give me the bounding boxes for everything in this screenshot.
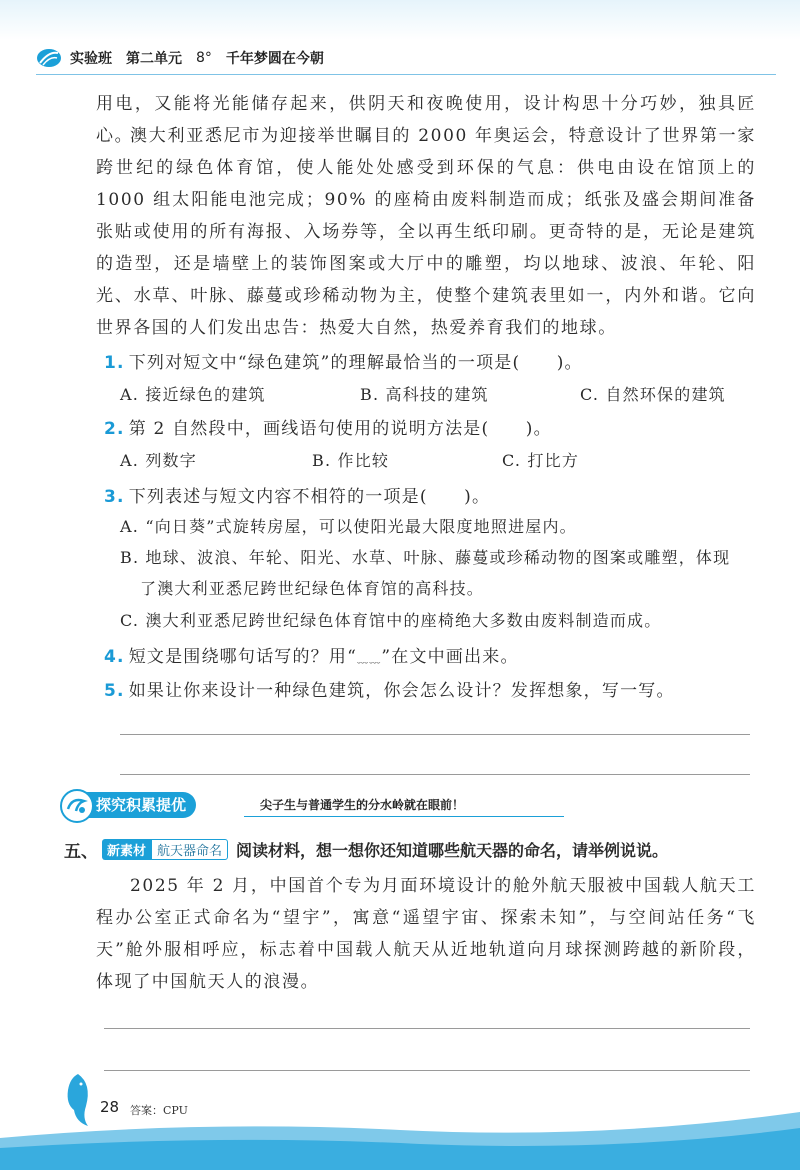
question-3-option-a: A. “向日葵”式旋转房屋，可以使阳光最大限度地照进屋内。 [120,517,577,536]
question-4-text-a: 短文是围绕哪句话写的？用“ [128,647,357,667]
question-2-option-c: C. 打比方 [502,451,580,470]
question-2 [104,414,552,439]
answer-line-2[interactable] [120,774,750,775]
question-5-number: 5. [104,681,125,701]
lesson-number: 8° [196,50,212,66]
question-3-text: 下列表述与短文内容不相符的一项是( )。 [128,487,491,507]
question-2-option-a: A. 列数字 [120,451,197,470]
question-1-text: 下列对短文中“绿色建筑”的理解最恰当的一项是( )。 [128,353,583,373]
question-1 [104,348,583,373]
topic-tag: 航天器命名 [151,839,228,860]
answer-line-3[interactable] [104,1028,750,1029]
leaf-logo-icon [36,47,62,69]
question-3 [104,482,490,507]
answer-line-4[interactable] [104,1070,750,1071]
unit-name: 第二单元 [126,51,182,67]
banner-swirl-icon [60,789,94,823]
question-5 [104,676,675,701]
section-5-number: 五、 [64,841,98,862]
answer-line-1[interactable] [120,734,750,735]
question-1-option-a: A. 接近绿色的建筑 [120,385,266,404]
question-4 [104,642,519,667]
question-1-number: 1. [104,353,125,373]
question-2-number: 2. [104,419,125,439]
series-name: 实验班 [70,51,112,67]
page-number: 28 [100,1098,120,1116]
section-5-heading [64,836,668,862]
section-banner [64,792,504,820]
section-5-material: 2025 年 2 月，中国首个专为月面环境设计的舱外航天服被中国载人航天工程办公室正式命名为“望宇”，寓意“遥望宇宙、探索未知”，与空间站任务“飞天”舱外服相呼应，标志着中国载人航天从近地轨道向月球探测跨越的新阶段，体现了中国航天人的浪漫。 [96,876,756,992]
question-1-option-b: B. 高科技的建筑 [360,385,489,404]
section-5-title: 阅读材料，想一想你还知道哪些航天器的命名，请举例说说。 [236,840,669,860]
question-5-text: 如果让你来设计一种绿色建筑，你会怎么设计？发挥想象，写一写。 [128,681,675,701]
question-1-option-c: C. 自然环保的建筑 [580,385,726,404]
wavy-line-mark: ﹏﹏ [356,652,382,665]
dolphin-icon [58,1070,98,1130]
lesson-title: 千年梦圆在今朝 [225,51,324,67]
question-3-number: 3. [104,487,125,507]
question-3-option-b: B. 地球、波浪、年轮、阳光、水草、叶脉、藤蔓或珍稀动物的图案或雕塑，体现 [120,548,731,567]
passage-paragraph-1-tail: 用电，又能将光能储存起来，供阴天和夜晚使用，设计构思十分巧妙，独具匠心。 [96,94,756,146]
banner-rule [244,816,564,817]
question-4-text-b: ”在文中画出来。 [381,647,519,667]
banner-title-text: 探究积累提优 [96,796,187,814]
question-2-option-b: B. 作比较 [312,451,390,470]
answer-key: 答案：CPU [130,1104,188,1117]
top-stripe [0,0,800,40]
question-3-option-c: C. 澳大利亚悉尼跨世纪绿色体育馆中的座椅绝大多数由废料制造而成。 [120,611,662,630]
question-4-number: 4. [104,647,125,667]
passage-paragraph-2: 澳大利亚悉尼市为迎接举世瞩目的 2000 年奥运会，特意设计了世界第一家跨世纪的绿色体育馆，使人能处处感受到环保的气息：供电由设在馆顶上的 1000 组太阳能电池完成；90% 的座椅由废料制造而成；纸张及盛会期间准备张贴或使用的所有海报、入场券等，全以再生纸印刷。更奇特的是，无论是建筑的造型，还是墙壁上的装饰图案或大厅中的雕塑，均以地球、波浪、年轮、阳光、水草、叶脉、藤蔓或珍稀动物为主，使整个建筑表里如一，内外和谐。它向世界各国的人们发出忠告：热爱大自然，热爱养育我们的地球。 [96,126,756,338]
new-material-tag: 新素材 [102,839,151,860]
footer-wave [0,1090,800,1170]
question-2-text: 第 2 自然段中，画线语句使用的说明方法是( )。 [128,419,552,439]
page-header [36,44,338,72]
header-rule [36,74,776,75]
banner-slogan: 尖子生与普通学生的分水岭就在眼前！ [260,798,465,812]
question-3-option-b-cont: 了澳大利亚悉尼跨世纪绿色体育馆的高科技。 [140,579,485,598]
